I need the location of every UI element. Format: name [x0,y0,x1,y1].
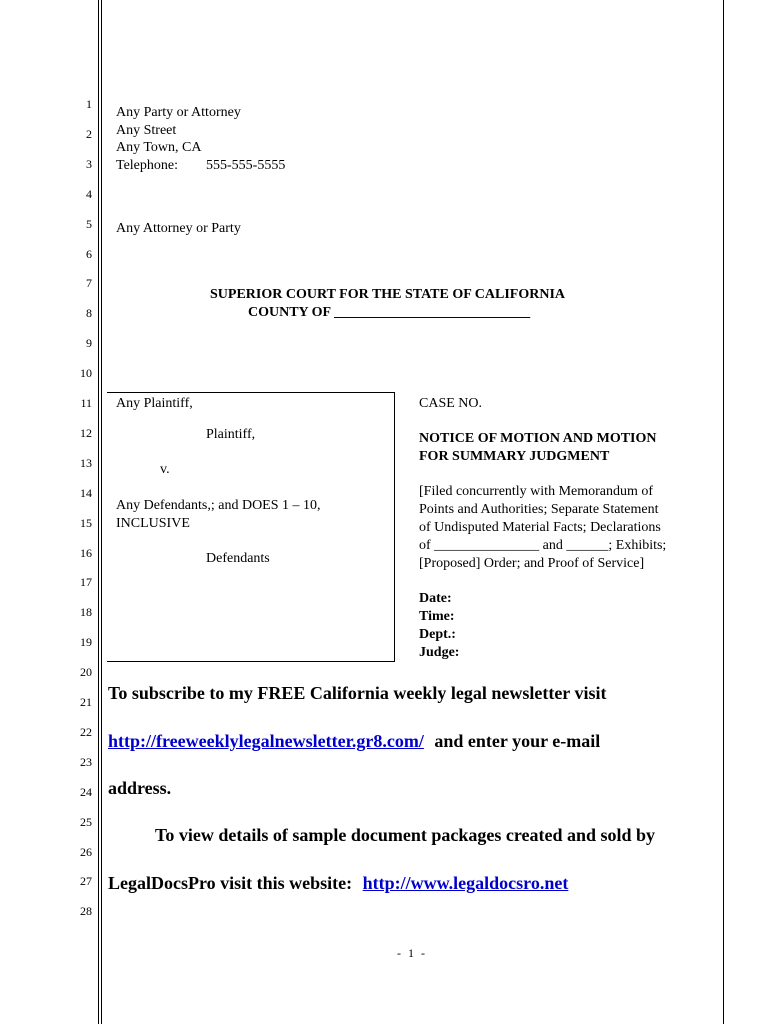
defendants-line-2: INCLUSIVE [116,516,190,531]
right-margin-line [723,0,724,1024]
filed-line-5: [Proposed] Order; and Proof of Service] [419,556,645,571]
line-number: 4 [86,186,92,201]
line-number: 24 [80,784,92,799]
line-number: 6 [86,246,92,261]
filed-line-2: Points and Authorities; Separate Statement [419,502,659,517]
promo-line-3: address. [108,778,172,798]
court-title: SUPERIOR COURT FOR THE STATE OF CALIFORNIA [210,287,566,302]
line-number: 5 [86,216,92,231]
newsletter-link[interactable]: http://freeweeklylegalnewsletter.gr8.com/ [108,731,424,751]
case-number: CASE NO. [419,396,483,411]
telephone-label: Telephone: [116,158,178,173]
promo-line-2-rest: and enter your e-mail [434,731,601,751]
defendants-role: Defendants [206,551,270,566]
line-number: 19 [80,635,92,650]
plaintiff-name: Any Plaintiff, [116,396,193,411]
line-number: 15 [80,515,92,530]
line-number: 11 [80,396,92,410]
line-number: 13 [80,455,92,470]
motion-title-line-2: FOR SUMMARY JUDGMENT [419,449,610,464]
line-number: 20 [80,665,92,680]
line-number: 26 [80,844,92,859]
line-number: 17 [80,575,92,590]
line-number: 10 [80,366,92,381]
line-number: 2 [86,126,92,141]
hearing-date-label: Date: [419,591,452,606]
filed-line-4: of _______________ and ______; Exhibits; [419,538,667,553]
telephone-value: 555-555-5555 [206,158,286,173]
hearing-judge-label: Judge: [419,645,460,660]
line-number: 18 [80,605,92,620]
promo-line-5-prefix: LegalDocsPro visit this website: [108,873,353,893]
line-number: 7 [86,276,92,291]
line-number: 25 [80,814,92,829]
line-number: 16 [80,545,92,560]
line-number: 9 [86,336,92,351]
versus: v. [160,462,170,477]
filed-line-1: [Filed concurrently with Memorandum of [419,484,654,499]
defendants-line-1: Any Defendants,; and DOES 1 – 10, [116,498,321,513]
hearing-dept-label: Dept.: [419,627,456,642]
line-number: 28 [80,904,92,919]
line-number: 8 [86,306,92,321]
line-number: 23 [80,754,92,769]
line-number: 22 [80,724,92,739]
line-number: 14 [80,485,92,500]
attorney-for: Any Attorney or Party [116,221,241,236]
county-line: COUNTY OF ____________________________ [248,305,531,320]
line-number: 1 [86,97,92,111]
page-number: - 1 - [397,946,427,960]
line-number: 27 [80,874,92,889]
promo-line-4: To view details of sample document packages created and sold by [155,825,656,845]
line-number: 21 [80,695,92,709]
plaintiff-role: Plaintiff, [206,427,256,442]
promo-line-5 [108,872,568,894]
line-number: 3 [86,156,92,171]
party-line-3: Any Town, CA [116,140,202,155]
left-margin-line-outer [98,0,99,1024]
left-margin-line-inner [101,0,102,1024]
promo-line-1: To subscribe to my FREE California weekly legal newsletter visit [108,683,607,703]
party-line-1: Any Party or Attorney [116,105,241,120]
line-number: 12 [80,425,92,440]
legaldocspro-link[interactable]: http://www.legaldocsro.net [362,873,569,893]
party-line-2: Any Street [116,123,177,138]
promo-line-2 [108,730,600,752]
motion-title-line-1: NOTICE OF MOTION AND MOTION [419,431,657,446]
filed-line-3: of Undisputed Material Facts; Declarations [419,520,661,535]
hearing-time-label: Time: [419,609,455,624]
